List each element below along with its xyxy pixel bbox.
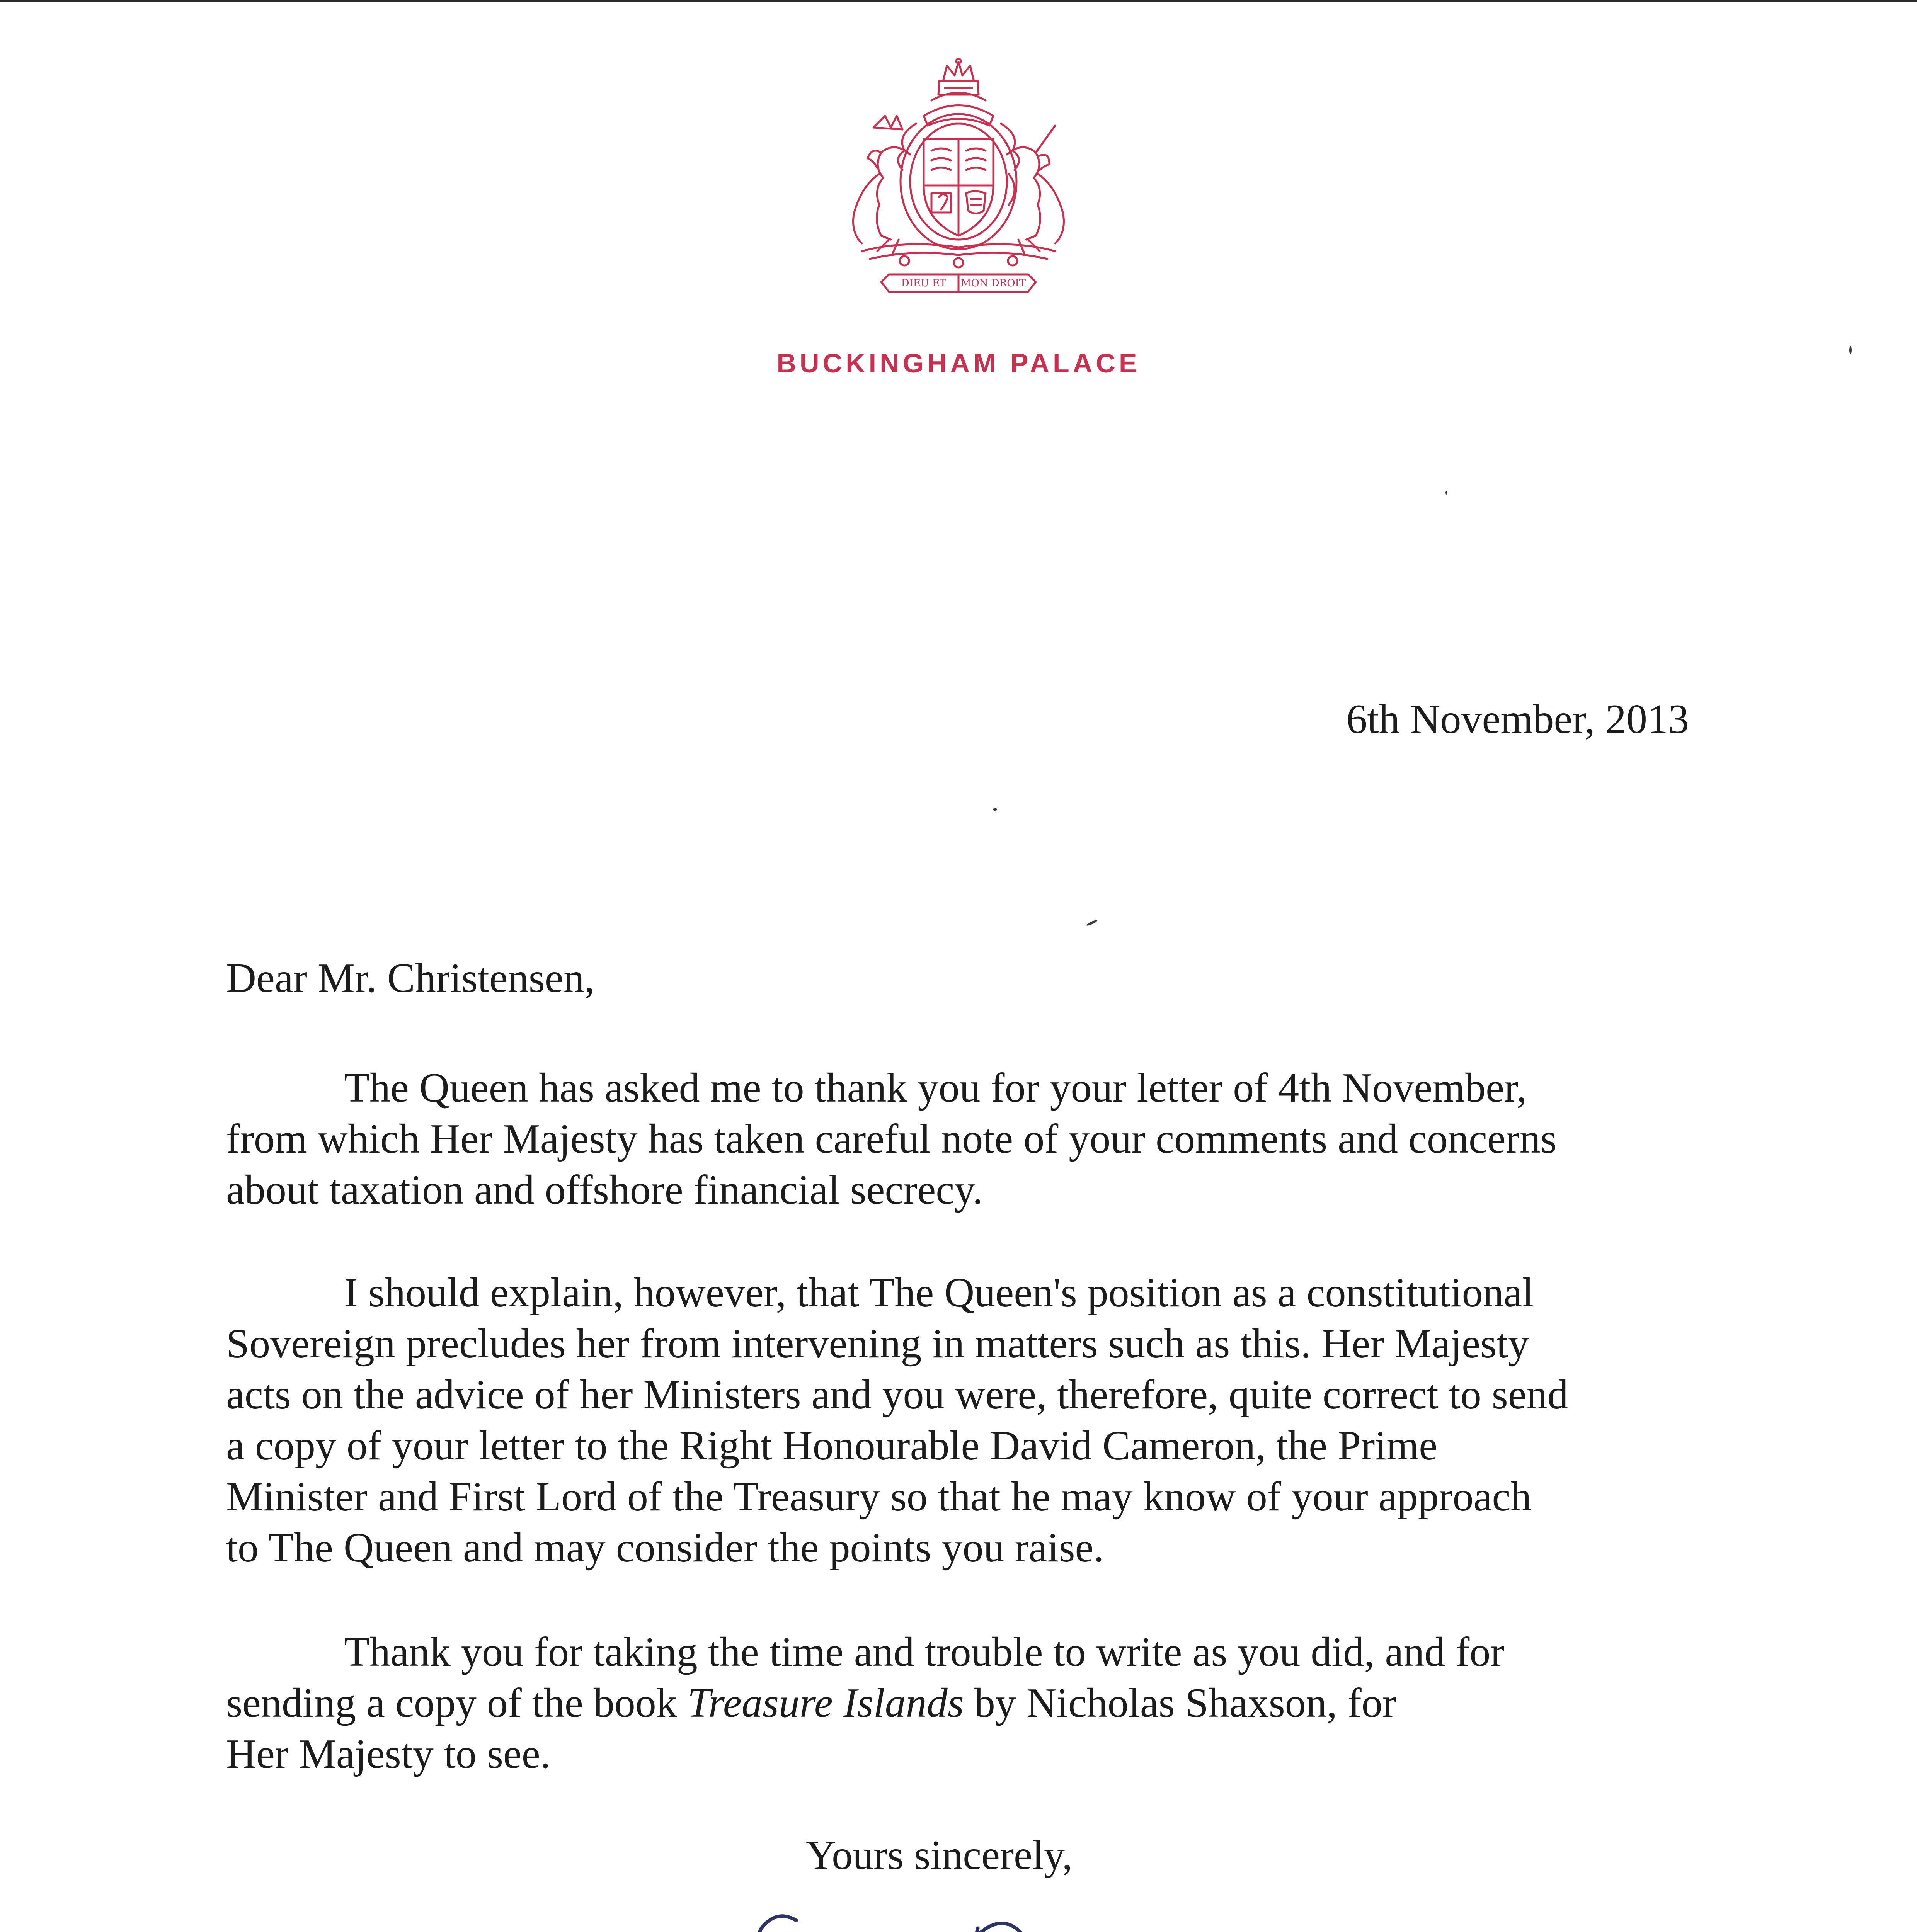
paragraph-3 (226, 1627, 1695, 1780)
paragraph-2-line: acts on the advice of her Ministers and you were, therefore, quite correct to send (226, 1372, 1568, 1418)
paragraph-3-line: Her Majesty to see. (226, 1731, 551, 1777)
paragraph-1-line: from which Her Majesty has taken careful note of your comments and concerns (226, 1116, 1557, 1162)
letterhead-address: BUCKINGHAM PALACE (776, 348, 1141, 378)
royal-coat-of-arms-icon (827, 58, 1090, 309)
scan-speck (1445, 491, 1447, 495)
salutation: Dear Mr. Christensen, (226, 955, 595, 1001)
closing: Yours sincerely, (806, 1832, 1073, 1878)
paragraph-1-line: about taxation and offshore financial secrecy. (226, 1167, 983, 1213)
letter-date: 6th November, 2013 (1346, 696, 1689, 742)
scan-speck (1849, 346, 1852, 354)
paragraph-3-text: sending a copy of the book (226, 1680, 688, 1726)
paragraph-3-text: by Nicholas Shaxson, for (964, 1680, 1396, 1726)
paragraph-3-line: Thank you for taking the time and trouble to write as you did, and for (344, 1629, 1505, 1675)
paragraph-2-line: a copy of your letter to the Right Honourable David Cameron, the Prime (226, 1423, 1438, 1469)
handwritten-signature (649, 1886, 1237, 1932)
scan-speck (993, 808, 997, 811)
paragraph-1-line: The Queen has asked me to thank you for your letter of 4th November, (344, 1065, 1527, 1111)
scan-speck (1086, 919, 1098, 927)
paragraph-2-line: Minister and First Lord of the Treasury so that he may know of your approach (226, 1474, 1532, 1520)
book-title: Treasure Islands (687, 1680, 964, 1726)
paragraph-3-line (226, 1678, 1695, 1729)
crest-motto-right: MON DROIT (960, 277, 1026, 289)
crest-motto-left: DIEU ET (901, 277, 947, 289)
paragraph-2-line: Sovereign precludes her from intervening in matters such as this. Her Majesty (226, 1321, 1529, 1367)
paragraph-2 (226, 1267, 1695, 1573)
paragraph-2-line: I should explain, however, that The Queen's position as a constitutional (344, 1270, 1534, 1316)
paragraph-1 (226, 1063, 1695, 1216)
scan-top-edge (0, 0, 1917, 2)
paragraph-2-line: to The Queen and may consider the points you raise. (226, 1525, 1104, 1571)
